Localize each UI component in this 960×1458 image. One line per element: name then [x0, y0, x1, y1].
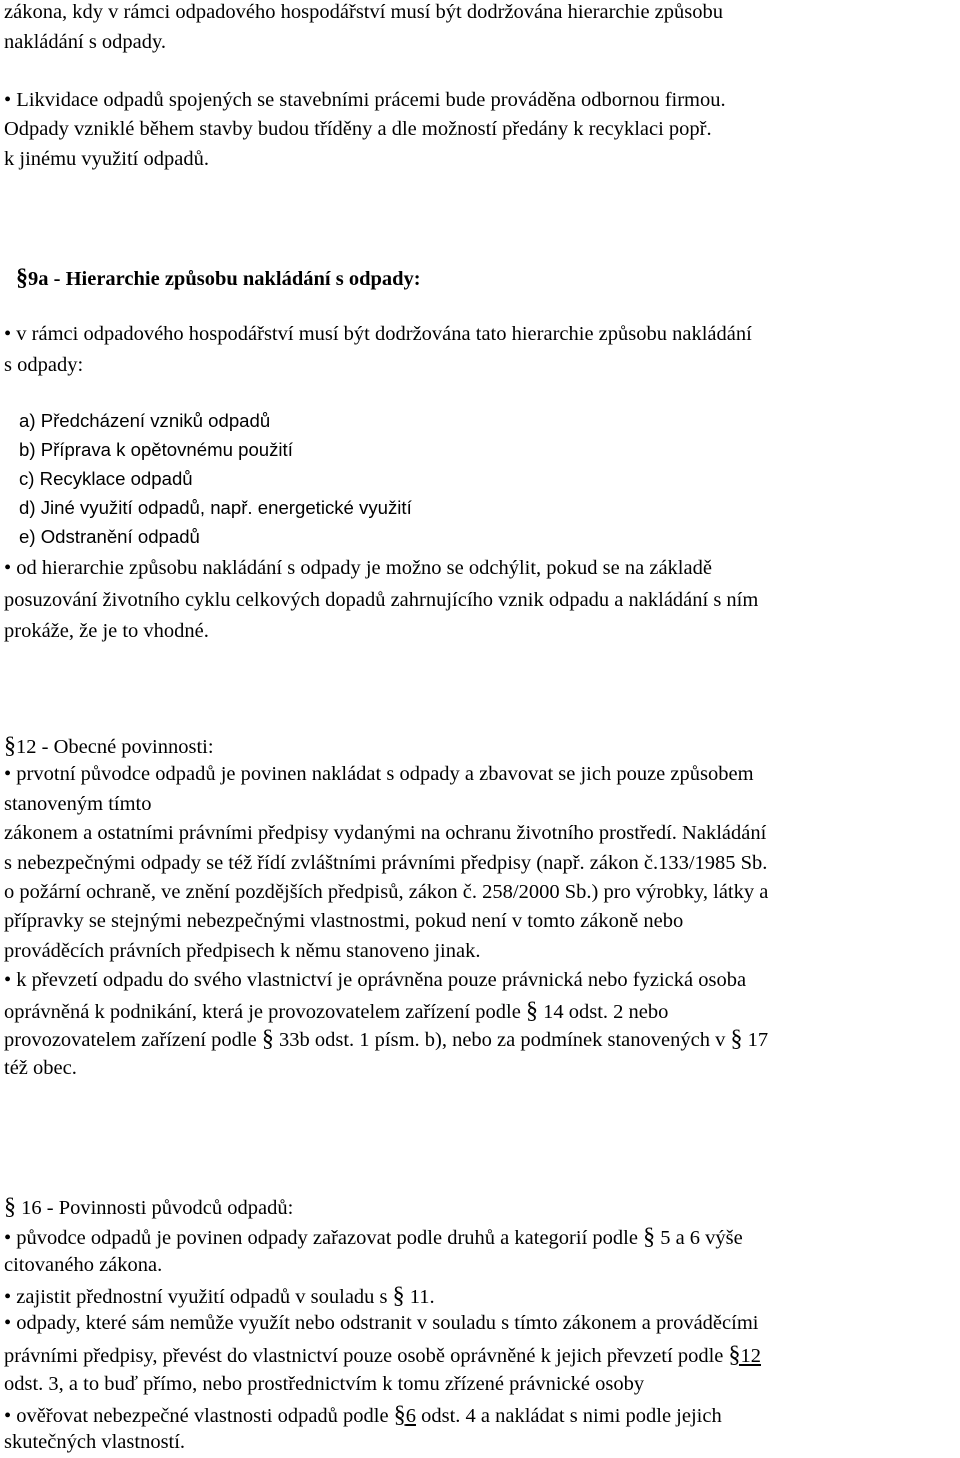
text-run: • zajistit přednostní využití odpadů v souladu s	[4, 1286, 388, 1308]
section-sign: §	[728, 1342, 741, 1368]
text-run: odst. 4 a nakládat s nimi podle jejich	[421, 1405, 722, 1427]
text-line: Odpady vzniklé během stavby budou tříděny a dle možností předány k recyklaci popř.	[4, 118, 712, 140]
text-line: stanoveným tímto	[4, 793, 152, 815]
text-line: prokáže, že je to vhodné.	[4, 620, 209, 642]
text-line: • odpady, které sám nemůže využít nebo odstranit v souladu s tímto zákonem a prováděcími	[4, 1312, 759, 1334]
reference-link[interactable]: 6	[405, 1405, 416, 1427]
text-run: 17	[747, 1029, 769, 1051]
text-line: též obec.	[4, 1057, 77, 1079]
text-run: provozovatelem zařízení podle	[4, 1029, 257, 1051]
section-sign: §	[643, 1224, 656, 1250]
section-heading-12	[4, 734, 214, 758]
text-line	[4, 1284, 435, 1308]
text-line: s odpady:	[4, 354, 84, 376]
text-line: nakládání s odpady.	[4, 31, 167, 53]
list-item: b) Příprava k opětovnému použití	[19, 439, 293, 460]
text-line: • v rámci odpadového hospodářství musí být dodržována tato hierarchie způsobu nakládání	[4, 323, 752, 345]
text-line: citovaného zákona.	[4, 1254, 163, 1276]
text-line: • Likvidace odpadů spojených se stavebními prácemi bude prováděna odbornou firmou.	[4, 89, 726, 111]
text-run: 11.	[409, 1286, 435, 1308]
section-sign: §	[730, 1026, 743, 1052]
text-line: zákona, kdy v rámci odpadového hospodářství musí být dodržována hierarchie způsobu	[4, 1, 724, 23]
list-item: e) Odstranění odpadů	[19, 526, 200, 547]
text-run: právními předpisy, převést do vlastnictví pouze osobě oprávněné k jejich převzetí podle	[4, 1345, 724, 1367]
heading-text: 16 - Povinnosti původců odpadů:	[21, 1197, 294, 1219]
text-line: skutečných vlastností.	[4, 1431, 186, 1453]
text-line: • prvotní původce odpadů je povinen nakládat s odpady a zbavovat se jich pouze způsobem	[4, 763, 754, 785]
section-heading-9a	[16, 266, 421, 290]
text-line	[4, 1225, 743, 1249]
section-sign: §	[16, 265, 28, 291]
section-sign: §	[261, 1026, 274, 1052]
list-item: d) Jiné využití odpadů, např. energetické využití	[19, 497, 412, 518]
text-line: s nebezpečnými odpady se též řídí zvláštními právními předpisy (např. zákon č.133/1985 Sb.	[4, 852, 768, 874]
text-line: k jinému využití odpadů.	[4, 148, 209, 170]
text-line	[4, 1343, 761, 1367]
text-line	[4, 999, 668, 1023]
text-run: 14 odst. 2 nebo	[543, 1001, 669, 1023]
text-line: odst. 3, a to buď přímo, nebo prostřednictvím k tomu zřízené právnické osoby	[4, 1373, 645, 1395]
text-run: • původce odpadů je povinen odpady zařazovat podle druhů a kategorií podle	[4, 1227, 638, 1249]
text-line: zákonem a ostatními právními předpisy vydanými na ochranu životního prostředí. Nakládání	[4, 822, 767, 844]
heading-text: 9a - Hierarchie způsobu nakládání s odpady:	[28, 268, 421, 290]
text-line: • k převzetí odpadu do svého vlastnictví je oprávněna pouze právnická nebo fyzická osoba	[4, 969, 747, 991]
heading-text: 12 - Obecné povinnosti:	[16, 736, 214, 758]
list-item: c) Recyklace odpadů	[19, 468, 193, 489]
section-heading-16	[4, 1195, 293, 1219]
text-line: prováděcích právních předpisech k němu stanoveno jinak.	[4, 940, 481, 962]
reference-link[interactable]: 12	[740, 1345, 761, 1367]
text-line: • od hierarchie způsobu nakládání s odpady je možno se odchýlit, pokud se na základě	[4, 557, 712, 579]
text-line: o požární ochraně, ve znění pozdějších předpisů, zákon č. 258/2000 Sb.) pro výrobky, látky a	[4, 881, 769, 903]
section-sign: §	[4, 733, 16, 759]
text-line: přípravky se stejnými nebezpečnými vlastnostmi, pokud není v tomto zákoně nebo	[4, 910, 684, 932]
list-item: a) Předcházení vzniků odpadů	[19, 410, 271, 431]
section-sign: §	[392, 1283, 405, 1309]
text-line	[4, 1027, 768, 1051]
text-run: oprávněná k podnikání, která je provozovatelem zařízení podle	[4, 1001, 521, 1023]
text-run: 5 a 6 výše	[660, 1227, 743, 1249]
text-line	[4, 1403, 722, 1427]
text-run: • ověřovat nebezpečné vlastnosti odpadů podle	[4, 1405, 389, 1427]
section-sign: §	[4, 1194, 16, 1220]
section-sign: §	[525, 998, 538, 1024]
text-run: 33b odst. 1 písm. b), nebo za podmínek stanovených v	[278, 1029, 726, 1051]
text-line: posuzování životního cyklu celkových dopadů zahrnujícího vznik odpadu a nakládání s ním	[4, 589, 759, 611]
section-sign: §	[393, 1402, 406, 1428]
